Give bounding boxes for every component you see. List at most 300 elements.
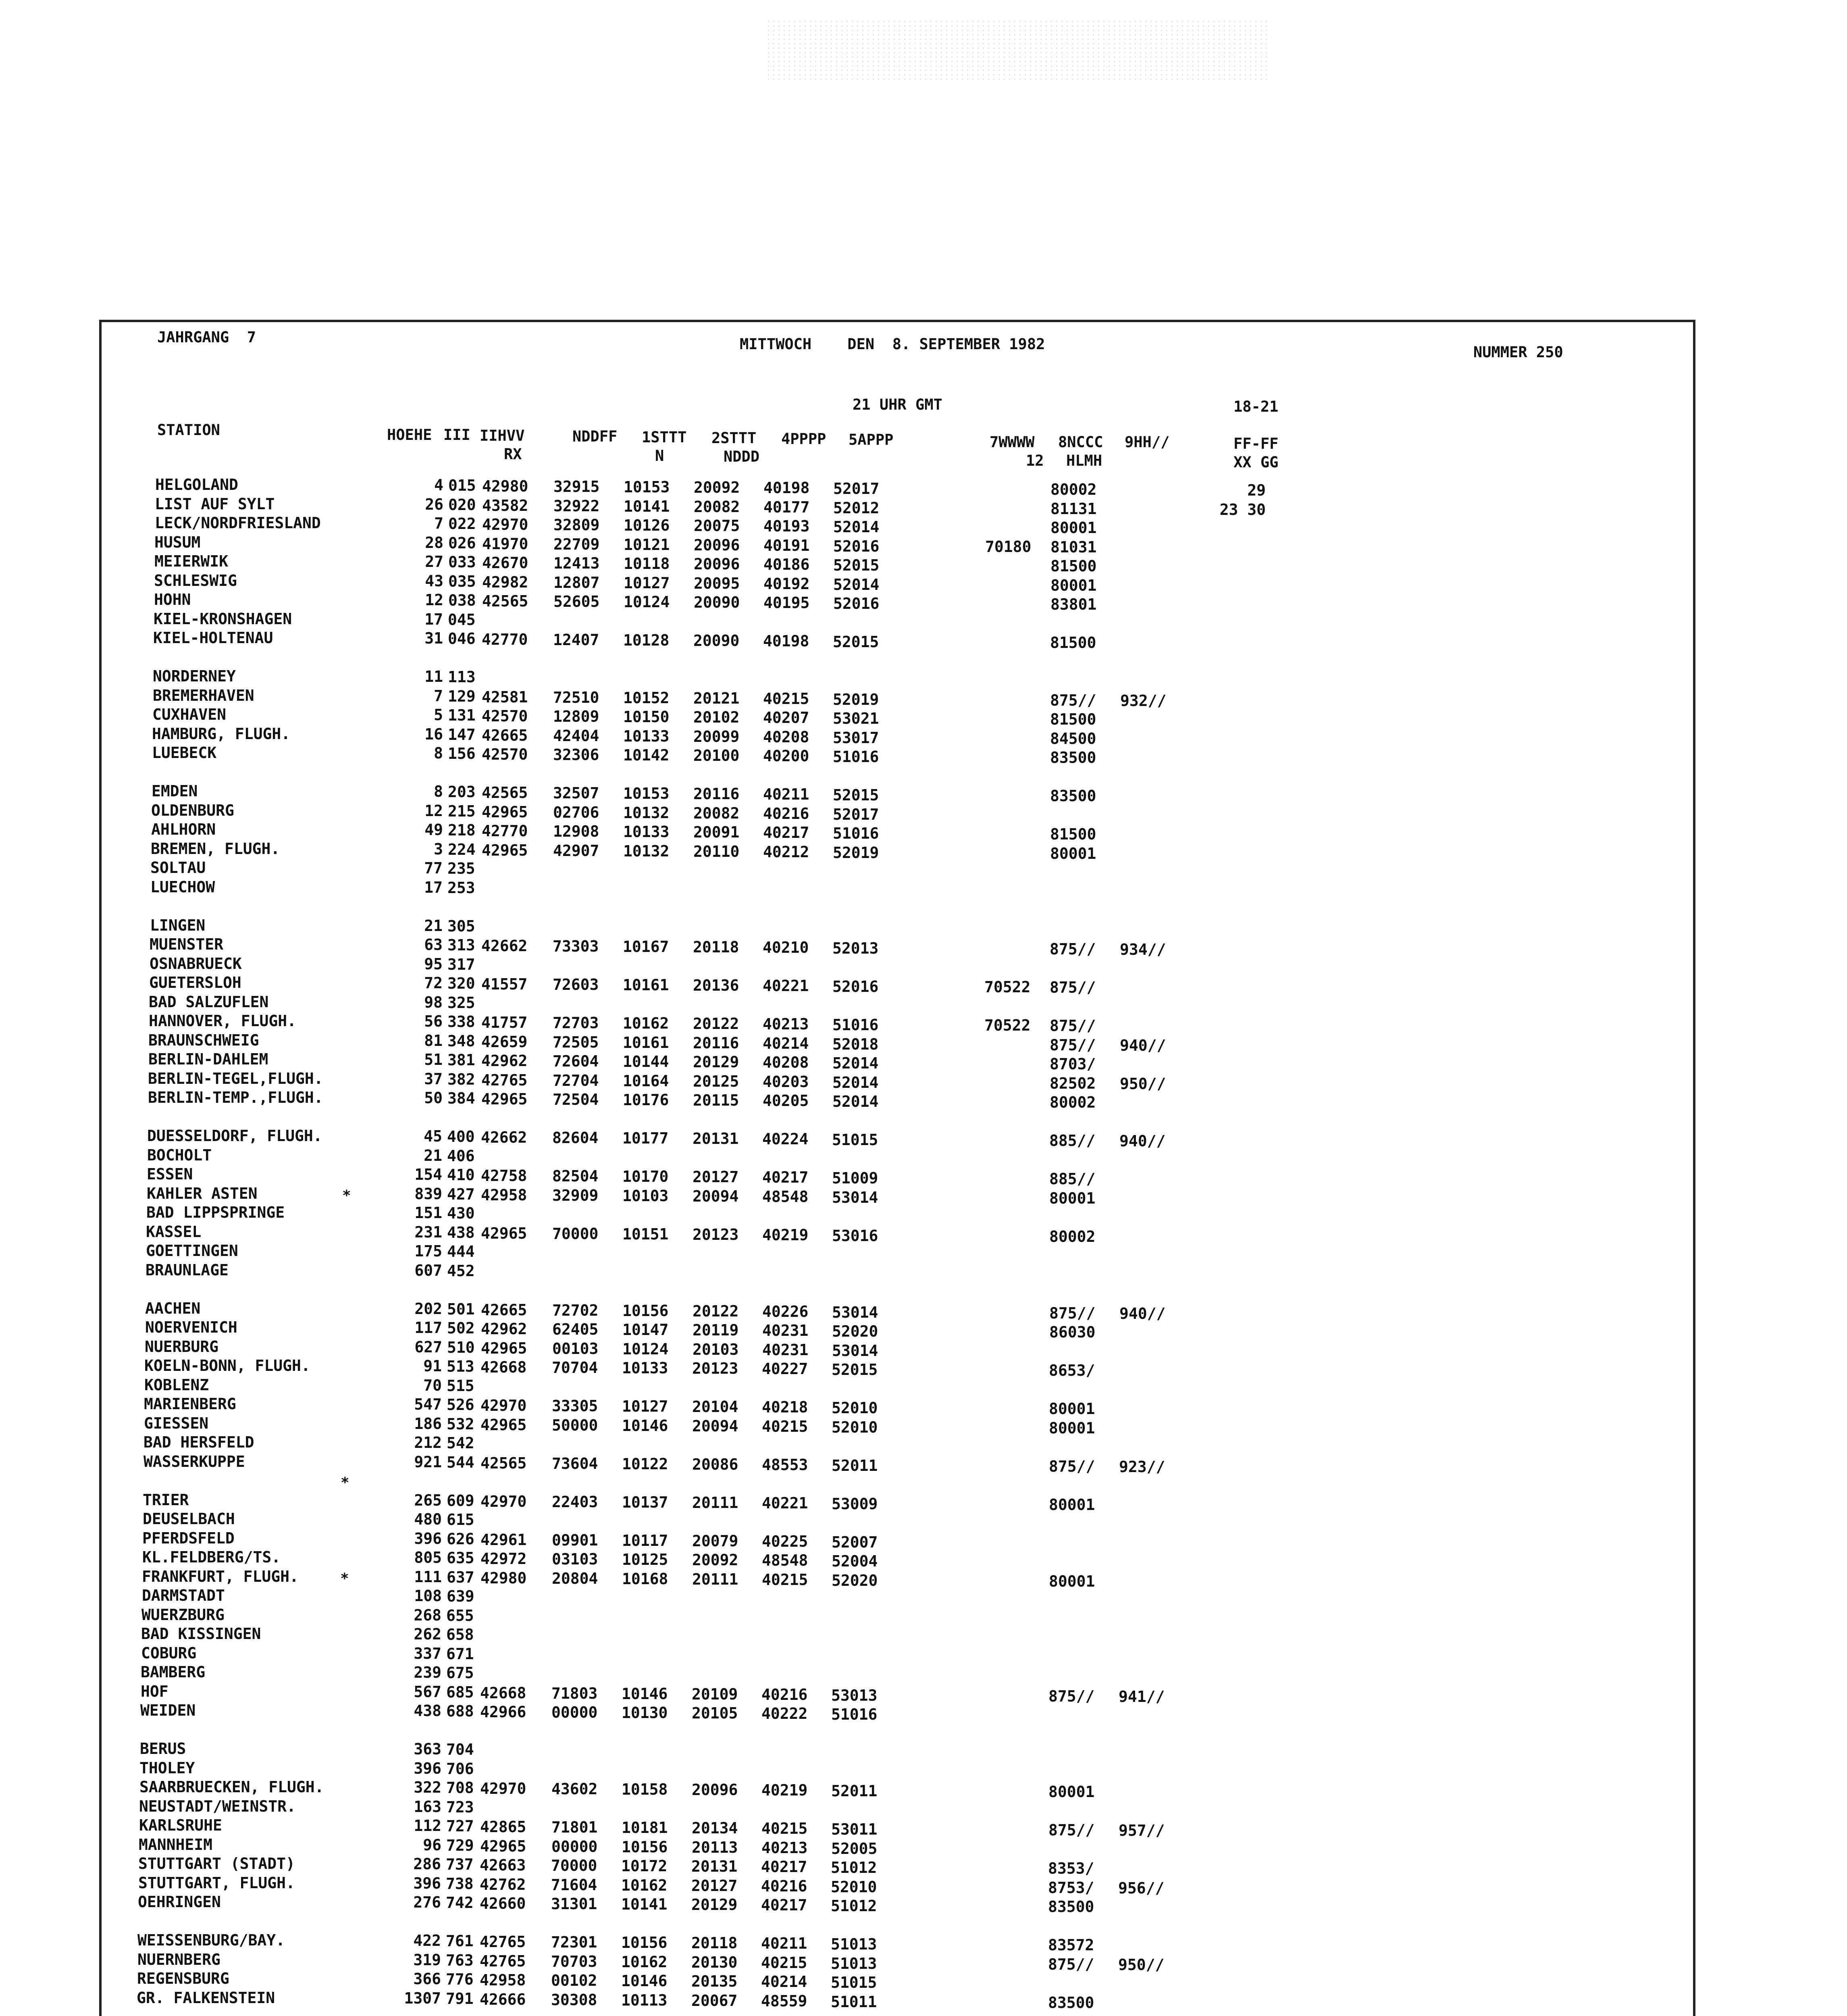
- station-name: HANNOVER, FLUGH.: [149, 1012, 297, 1030]
- station-name: WEIDEN: [140, 1702, 196, 1719]
- group-nddff: 72510: [553, 689, 599, 706]
- group-iihvv: 42765: [480, 1933, 526, 1951]
- group-8nccc: 81500: [1050, 825, 1096, 843]
- group-8nccc: 875//: [1050, 979, 1096, 996]
- group-4pppp: 40198: [763, 479, 810, 497]
- station-height: 21: [424, 1147, 442, 1164]
- station-id: 791: [446, 1990, 474, 2008]
- group-5appp: 53017: [833, 729, 879, 747]
- col-hoehe: HOEHE: [387, 426, 432, 444]
- group-5appp: 51015: [832, 1131, 878, 1149]
- station-name: ESSEN: [147, 1165, 193, 1183]
- group-8nccc: 81500: [1050, 634, 1096, 652]
- group-iihvv: 42865: [480, 1818, 526, 1836]
- group-5appp: 52018: [832, 1035, 879, 1053]
- group-1sttt: 10141: [621, 1895, 668, 1913]
- station-id: 113: [448, 668, 476, 686]
- group-9hh: 941//: [1119, 1688, 1165, 1706]
- group-1sttt: 10151: [622, 1225, 669, 1243]
- station-height: 111: [414, 1568, 442, 1586]
- group-5appp: 52015: [832, 1361, 878, 1379]
- station-name: TRIER: [143, 1491, 189, 1509]
- group-2sttt: 20129: [691, 1896, 738, 1914]
- group-nddff: 32507: [553, 784, 599, 802]
- group-8nccc: 80002: [1050, 481, 1097, 498]
- group-4pppp: 40215: [763, 690, 809, 708]
- station-height: 363: [414, 1740, 441, 1758]
- bergstation-marker: *: [342, 1187, 351, 1204]
- group-4pppp: 40192: [763, 575, 810, 593]
- station-name: NORDERNEY: [153, 667, 236, 685]
- station-id: 685: [446, 1683, 474, 1701]
- station-height: 627: [414, 1338, 442, 1356]
- group-nddff: 70000: [551, 1857, 597, 1874]
- station-height: 202: [414, 1300, 442, 1318]
- col-n: N: [655, 447, 664, 464]
- group-nddff: 20804: [552, 1570, 598, 1587]
- group-8nccc: 875//: [1050, 691, 1096, 709]
- station-id: 729: [446, 1837, 474, 1854]
- group-5appp: 51012: [831, 1859, 877, 1876]
- group-8nccc: 81031: [1050, 538, 1097, 556]
- station-id: 526: [447, 1396, 474, 1414]
- group-9hh: 940//: [1119, 1132, 1166, 1150]
- group-2sttt: 20075: [694, 517, 740, 535]
- station-id: 235: [447, 860, 475, 877]
- station-name: MANNHEIM: [139, 1836, 213, 1854]
- group-4pppp: 40198: [763, 632, 809, 650]
- station-id: 510: [447, 1339, 475, 1356]
- group-5appp: 52015: [833, 556, 880, 574]
- group-5appp: 53021: [833, 710, 879, 727]
- station-name: MARIENBERG: [144, 1395, 236, 1413]
- station-id: 381: [447, 1051, 475, 1069]
- group-4pppp: 40216: [761, 1877, 807, 1895]
- group-4pppp: 40200: [763, 747, 809, 765]
- station-height: 7: [434, 687, 443, 705]
- group-iihvv: 42660: [480, 1895, 526, 1912]
- group-8nccc: 80002: [1049, 1228, 1096, 1245]
- scan-speckle: [766, 19, 1270, 80]
- group-1sttt: 10152: [623, 689, 670, 707]
- group-2sttt: 20116: [693, 1034, 739, 1052]
- group-4pppp: 40215: [762, 1571, 808, 1589]
- station-name: STUTTGART (STADT): [138, 1855, 295, 1872]
- group-5appp: 53014: [832, 1189, 878, 1206]
- group-1sttt: 10133: [623, 823, 670, 841]
- col-xxgg: XX GG: [1233, 454, 1279, 471]
- group-4pppp: 40224: [762, 1130, 809, 1148]
- station-height: 31: [424, 629, 443, 647]
- station-id: 156: [448, 745, 476, 762]
- group-2sttt: 20111: [692, 1494, 738, 1512]
- group-nddff: 50000: [552, 1416, 598, 1434]
- station-name: STUTTGART, FLUGH.: [138, 1874, 295, 1892]
- station-id: 615: [447, 1511, 474, 1529]
- group-nddff: 03103: [552, 1550, 598, 1568]
- station-height: 286: [413, 1855, 441, 1873]
- station-name: NUERNBERG: [137, 1951, 220, 1968]
- station-name: BREMEN, FLUGH.: [151, 840, 280, 858]
- station-name: HOF: [141, 1683, 168, 1700]
- group-1sttt: 10153: [623, 785, 670, 802]
- group-5appp: 51013: [831, 1955, 877, 1972]
- group-1sttt: 10164: [623, 1072, 669, 1090]
- group-iihvv: 41970: [482, 535, 528, 553]
- group-4pppp: 40195: [763, 594, 810, 612]
- station-id: 542: [447, 1434, 474, 1452]
- station-height: 337: [414, 1645, 441, 1662]
- group-1sttt: 10121: [624, 536, 670, 554]
- station-height: 262: [414, 1625, 441, 1643]
- station-id: 671: [446, 1645, 474, 1663]
- station-height: 268: [414, 1606, 441, 1624]
- group-5appp: 52020: [832, 1322, 878, 1340]
- group-8nccc: 83500: [1050, 749, 1096, 766]
- group-2sttt: 20118: [691, 1934, 738, 1952]
- group-5appp: 53009: [832, 1495, 878, 1513]
- station-height: 45: [424, 1127, 442, 1145]
- station-id: 708: [446, 1779, 474, 1797]
- group-iihvv: 42972: [480, 1550, 527, 1568]
- group-5appp: 51016: [832, 1016, 879, 1034]
- group-2sttt: 20109: [692, 1685, 738, 1703]
- station-height: 77: [424, 859, 443, 877]
- station-id: 035: [448, 573, 476, 590]
- group-iihvv: 42670: [482, 554, 528, 572]
- group-2sttt: 20110: [693, 843, 740, 860]
- station-id: 609: [447, 1492, 474, 1510]
- station-id: 020: [448, 496, 476, 514]
- station-height: 28: [425, 534, 443, 552]
- group-2sttt: 20079: [692, 1532, 738, 1550]
- group-1sttt: 10153: [624, 478, 670, 496]
- group-5appp: 52016: [832, 978, 879, 996]
- station-height: 17: [424, 610, 443, 628]
- group-8nccc: 80001: [1049, 1400, 1095, 1418]
- group-1sttt: 10161: [623, 1034, 669, 1052]
- group-8nccc: 83500: [1050, 787, 1096, 805]
- group-8nccc: 81500: [1050, 557, 1097, 575]
- group-2sttt: 20118: [693, 938, 739, 956]
- group-iihvv: 42665: [481, 1301, 527, 1319]
- group-4pppp: 40210: [763, 939, 809, 956]
- group-1sttt: 10132: [623, 804, 670, 822]
- station-height: 567: [414, 1683, 441, 1701]
- group-iihvv: 42970: [480, 1397, 527, 1414]
- station-name: OEHRINGEN: [138, 1893, 221, 1911]
- group-1sttt: 10146: [621, 1972, 668, 1990]
- group-5appp: 52019: [833, 844, 879, 862]
- group-8nccc: 875//: [1049, 1458, 1095, 1475]
- group-4pppp: 40203: [763, 1073, 809, 1091]
- station-id: 737: [446, 1856, 474, 1873]
- station-name: REGENSBURG: [137, 1970, 229, 1987]
- col-nddd: NDDD: [724, 448, 760, 465]
- station-name: HUSUM: [154, 533, 201, 551]
- jahrgang-label: JAHRGANG 7: [157, 329, 256, 346]
- group-9hh: 950//: [1118, 1956, 1165, 1974]
- group-1sttt: 10124: [624, 593, 670, 611]
- group-8nccc: 81500: [1050, 710, 1096, 728]
- station-name: MEIERWIK: [154, 552, 229, 570]
- group-1sttt: 10128: [623, 631, 670, 649]
- group-2sttt: 20131: [691, 1858, 738, 1875]
- time-label: 21 UHR GMT: [853, 396, 942, 413]
- station-height: 805: [414, 1549, 442, 1566]
- group-ffxx: 23 30: [1219, 501, 1266, 519]
- station-height: 480: [414, 1510, 442, 1528]
- station-id: 515: [447, 1377, 474, 1395]
- group-5appp: 51016: [833, 825, 879, 842]
- col-iihvv: IIHVV: [480, 427, 525, 444]
- station-name: HOHN: [154, 591, 191, 608]
- group-iihvv: 42962: [481, 1052, 528, 1070]
- col-12: 12: [1026, 452, 1044, 469]
- station-name: LUECHOW: [150, 878, 215, 896]
- group-1sttt: 10176: [623, 1091, 669, 1109]
- station-id: 430: [447, 1204, 475, 1222]
- group-4pppp: 40217: [761, 1896, 807, 1914]
- group-5appp: 52015: [833, 633, 879, 651]
- group-4pppp: 40221: [763, 977, 809, 995]
- group-8nccc: 885//: [1049, 1170, 1096, 1188]
- group-nddff: 62405: [552, 1320, 599, 1338]
- station-name: BAMBERG: [141, 1663, 206, 1681]
- group-7wwww: 70522: [984, 978, 1031, 996]
- station-name: DEUSELBACH: [143, 1510, 235, 1528]
- group-5appp: 51011: [831, 1993, 877, 2011]
- station-height: 72: [424, 974, 443, 992]
- group-1sttt: 10161: [623, 976, 669, 994]
- station-name: BERLIN-TEGEL,FLUGH.: [148, 1070, 323, 1087]
- station-name: KAHLER ASTEN: [147, 1185, 258, 1202]
- station-height: 81: [424, 1032, 443, 1050]
- station-id: 635: [447, 1549, 474, 1567]
- group-1sttt: 10127: [624, 574, 670, 592]
- group-iihvv: 42565: [482, 784, 528, 802]
- station-name: GOETTINGEN: [146, 1242, 238, 1260]
- group-9hh: 956//: [1118, 1879, 1165, 1897]
- group-8nccc: 875//: [1048, 1821, 1095, 1839]
- group-nddff: 00102: [551, 1972, 597, 1989]
- station-name: PFERDSFELD: [142, 1529, 235, 1547]
- station-height: 56: [424, 1012, 443, 1030]
- group-iihvv: 42659: [481, 1033, 528, 1051]
- station-name: LIST AUF SYLT: [155, 495, 275, 513]
- group-4pppp: 40193: [763, 517, 810, 535]
- station-height: 70: [423, 1377, 442, 1394]
- station-name: WUERZBURG: [141, 1606, 225, 1624]
- group-nddff: 72703: [553, 1014, 599, 1032]
- group-iihvv: 41757: [481, 1014, 528, 1031]
- group-9hh: 940//: [1120, 1037, 1166, 1054]
- group-nddff: 32915: [553, 478, 600, 496]
- group-iihvv: 43582: [482, 497, 528, 514]
- group-5appp: 51009: [832, 1169, 878, 1187]
- station-name: OSNABRUECK: [150, 955, 242, 973]
- group-nddff: 73604: [552, 1455, 598, 1472]
- group-5appp: 52012: [833, 499, 880, 517]
- station-height: 95: [424, 955, 443, 973]
- station-id: 147: [448, 726, 476, 744]
- station-height: 839: [414, 1185, 442, 1203]
- group-1sttt: 10132: [623, 842, 670, 860]
- group-iihvv: 42662: [481, 937, 528, 955]
- group-5appp: 51016: [831, 1706, 878, 1723]
- station-height: 49: [424, 821, 443, 839]
- group-nddff: 12809: [553, 708, 599, 725]
- station-height: 607: [414, 1262, 442, 1279]
- group-4pppp: 40219: [762, 1226, 809, 1244]
- station-height: 163: [414, 1798, 441, 1816]
- station-id: 637: [447, 1568, 474, 1586]
- station-id: 723: [446, 1798, 474, 1816]
- group-4pppp: 40221: [762, 1494, 808, 1512]
- station-height: 5: [434, 706, 443, 724]
- group-iihvv: 42758: [481, 1167, 527, 1185]
- group-7wwww: 70522: [984, 1016, 1031, 1034]
- group-5appp: 53013: [831, 1687, 878, 1704]
- group-8nccc: 83572: [1048, 1936, 1094, 1954]
- station-height: 8: [434, 783, 443, 800]
- station-name: THOLEY: [139, 1759, 195, 1777]
- group-8nccc: 80001: [1048, 1783, 1095, 1801]
- group-nddff: 72702: [552, 1302, 599, 1319]
- station-height: 17: [424, 879, 443, 896]
- station-height: 151: [414, 1204, 442, 1222]
- station-id: 313: [447, 936, 475, 954]
- group-1sttt: 10146: [622, 1417, 668, 1435]
- station-name: GR. FALKENSTEIN: [137, 1989, 275, 2007]
- station-height: 7: [434, 514, 443, 532]
- group-4pppp: 40227: [762, 1360, 808, 1378]
- group-9hh: 950//: [1120, 1075, 1166, 1093]
- group-4pppp: 40211: [763, 785, 809, 803]
- group-1sttt: 10168: [622, 1570, 668, 1588]
- col-hlmh: HLMH: [1066, 452, 1102, 469]
- group-nddff: 12413: [553, 554, 600, 572]
- station-name: MUENSTER: [150, 935, 224, 953]
- group-5appp: 52014: [832, 1054, 879, 1072]
- group-iihvv: 42965: [481, 1090, 528, 1108]
- group-2sttt: 20122: [693, 1015, 739, 1033]
- station-name: HAMBURG, FLUGH.: [152, 725, 291, 743]
- group-iihvv: 42958: [481, 1186, 527, 1204]
- group-2sttt: 20103: [693, 1341, 739, 1358]
- station-height: 265: [414, 1491, 442, 1509]
- station-height: 12: [425, 591, 443, 609]
- station-id: 022: [448, 515, 476, 533]
- station-height: 186: [414, 1415, 442, 1433]
- station-name: BAD KISSINGEN: [141, 1625, 261, 1643]
- station-name: CUXHAVEN: [152, 706, 227, 723]
- station-name: BAD SALZUFLEN: [149, 993, 269, 1011]
- group-9hh: 934//: [1120, 941, 1166, 958]
- group-iihvv: 42962: [481, 1320, 527, 1338]
- group-iihvv: 42565: [480, 1454, 527, 1472]
- group-5appp: 52015: [833, 786, 879, 804]
- group-2sttt: 20090: [694, 594, 740, 611]
- station-height: 108: [414, 1587, 442, 1605]
- group-iihvv: 42980: [480, 1569, 527, 1587]
- group-5appp: 53014: [832, 1342, 878, 1360]
- station-height: 4: [434, 476, 443, 494]
- station-id: 626: [447, 1530, 474, 1548]
- group-2sttt: 20127: [693, 1168, 739, 1186]
- group-5appp: 52017: [833, 480, 880, 498]
- group-nddff: 72505: [553, 1033, 599, 1051]
- station-name: FRANKFURT, FLUGH.: [142, 1568, 299, 1585]
- station-id: 131: [448, 706, 476, 724]
- group-4pppp: 40225: [762, 1533, 808, 1550]
- station-id: 544: [447, 1454, 474, 1471]
- station-height: 37: [424, 1070, 443, 1088]
- group-1sttt: 10127: [622, 1397, 668, 1415]
- station-height: 921: [414, 1453, 442, 1471]
- station-name: GUETERSLOH: [149, 974, 241, 991]
- group-7wwww: 70180: [985, 538, 1032, 556]
- station-name: EMDEN: [152, 782, 198, 800]
- group-nddff: 32809: [553, 516, 600, 534]
- group-ffxx: 29: [1247, 481, 1266, 499]
- group-nddff: 12908: [553, 823, 599, 840]
- group-8nccc: 80001: [1049, 1572, 1095, 1590]
- col-2sttt: 2STTT: [711, 429, 757, 447]
- group-1sttt: 10133: [623, 727, 670, 745]
- group-nddff: 00000: [551, 1704, 598, 1721]
- group-2sttt: 20123: [692, 1360, 738, 1377]
- group-nddff: 12407: [553, 631, 599, 649]
- group-4pppp: 40216: [761, 1686, 808, 1704]
- group-4pppp: 40213: [761, 1839, 808, 1857]
- col-7wwww: 7WWWW: [990, 433, 1035, 451]
- group-8nccc: 875//: [1050, 940, 1096, 958]
- group-iihvv: 42966: [480, 1703, 526, 1721]
- station-name: DUESSELDORF, FLUGH.: [147, 1127, 322, 1145]
- group-iihvv: 42570: [482, 707, 528, 725]
- group-4pppp: 48548: [762, 1188, 809, 1206]
- group-iihvv: 42965: [480, 1837, 526, 1855]
- group-1sttt: 10146: [622, 1685, 668, 1703]
- station-name: KOBLENZ: [144, 1376, 209, 1394]
- col-rx: RX: [504, 446, 522, 463]
- group-4pppp: 40205: [763, 1092, 809, 1110]
- station-id: 253: [447, 879, 475, 897]
- group-1sttt: 10177: [622, 1129, 669, 1147]
- group-4pppp: 40186: [763, 556, 810, 573]
- group-5appp: 52016: [833, 537, 880, 555]
- group-iihvv: 42970: [482, 516, 528, 533]
- group-1sttt: 10158: [622, 1781, 668, 1798]
- station-height: 11: [424, 668, 443, 685]
- group-4pppp: 40217: [761, 1858, 807, 1876]
- station-name: AACHEN: [145, 1300, 201, 1317]
- station-height: 12: [424, 802, 443, 820]
- station-id: 763: [446, 1951, 474, 1969]
- group-nddff: 31301: [551, 1895, 597, 1913]
- station-id: 427: [447, 1185, 475, 1203]
- group-4pppp: 40191: [763, 537, 810, 554]
- group-5appp: 53016: [832, 1227, 878, 1245]
- station-id: 675: [446, 1664, 474, 1682]
- group-5appp: 53011: [831, 1820, 878, 1838]
- station-id: 655: [446, 1607, 474, 1624]
- group-2sttt: 20094: [692, 1417, 738, 1435]
- group-iihvv: 42663: [480, 1856, 526, 1874]
- station-name: BRAUNSCHWEIG: [148, 1031, 259, 1049]
- group-1sttt: 10162: [621, 1953, 668, 1971]
